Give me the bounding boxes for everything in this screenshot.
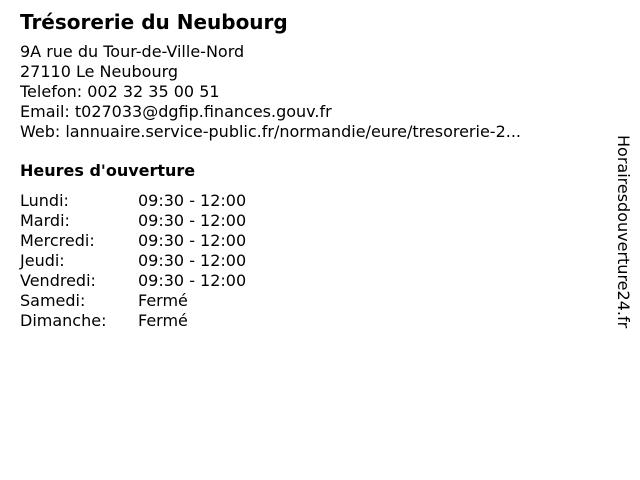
opening-hours-heading: Heures d'ouverture <box>20 161 196 180</box>
opening-hours-list <box>20 191 600 331</box>
time-value: 09:30 - 12:00 <box>138 251 247 270</box>
day-label: Lundi: <box>20 191 69 210</box>
day-label: Samedi: <box>20 291 86 310</box>
day-label: Dimanche: <box>20 311 107 330</box>
street-address: 9A rue du Tour-de-Ville-Nord <box>20 42 245 61</box>
day-label: Mardi: <box>20 211 70 230</box>
business-card <box>20 9 600 331</box>
hours-row-tuesday <box>20 211 600 231</box>
time-value: Fermé <box>138 311 188 330</box>
time-value: 09:30 - 12:00 <box>138 271 247 290</box>
day-label: Mercredi: <box>20 231 95 250</box>
hours-row-sunday <box>20 311 600 331</box>
hours-row-wednesday <box>20 231 600 251</box>
hours-row-saturday <box>20 291 600 311</box>
hours-row-thursday <box>20 251 600 271</box>
day-label: Jeudi: <box>20 251 65 270</box>
hours-row-friday <box>20 271 600 291</box>
phone-number: Telefon: 002 32 35 00 51 <box>20 82 220 101</box>
website-link[interactable]: Web: lannuaire.service-public.fr/normandie/eure/tresorerie-2... <box>20 122 522 141</box>
email-address: Email: t027033@dgfip.finances.gouv.fr <box>20 102 332 121</box>
time-value: 09:30 - 12:00 <box>138 191 247 210</box>
hours-row-monday <box>20 191 600 211</box>
business-name: Trésorerie du Neubourg <box>20 10 288 34</box>
time-value: Fermé <box>138 291 188 310</box>
time-value: 09:30 - 12:00 <box>138 231 247 250</box>
site-watermark: Horairesdouverture24.fr <box>614 135 633 329</box>
day-label: Vendredi: <box>20 271 96 290</box>
contact-block <box>20 42 600 142</box>
time-value: 09:30 - 12:00 <box>138 211 247 230</box>
city-address: 27110 Le Neubourg <box>20 62 179 81</box>
